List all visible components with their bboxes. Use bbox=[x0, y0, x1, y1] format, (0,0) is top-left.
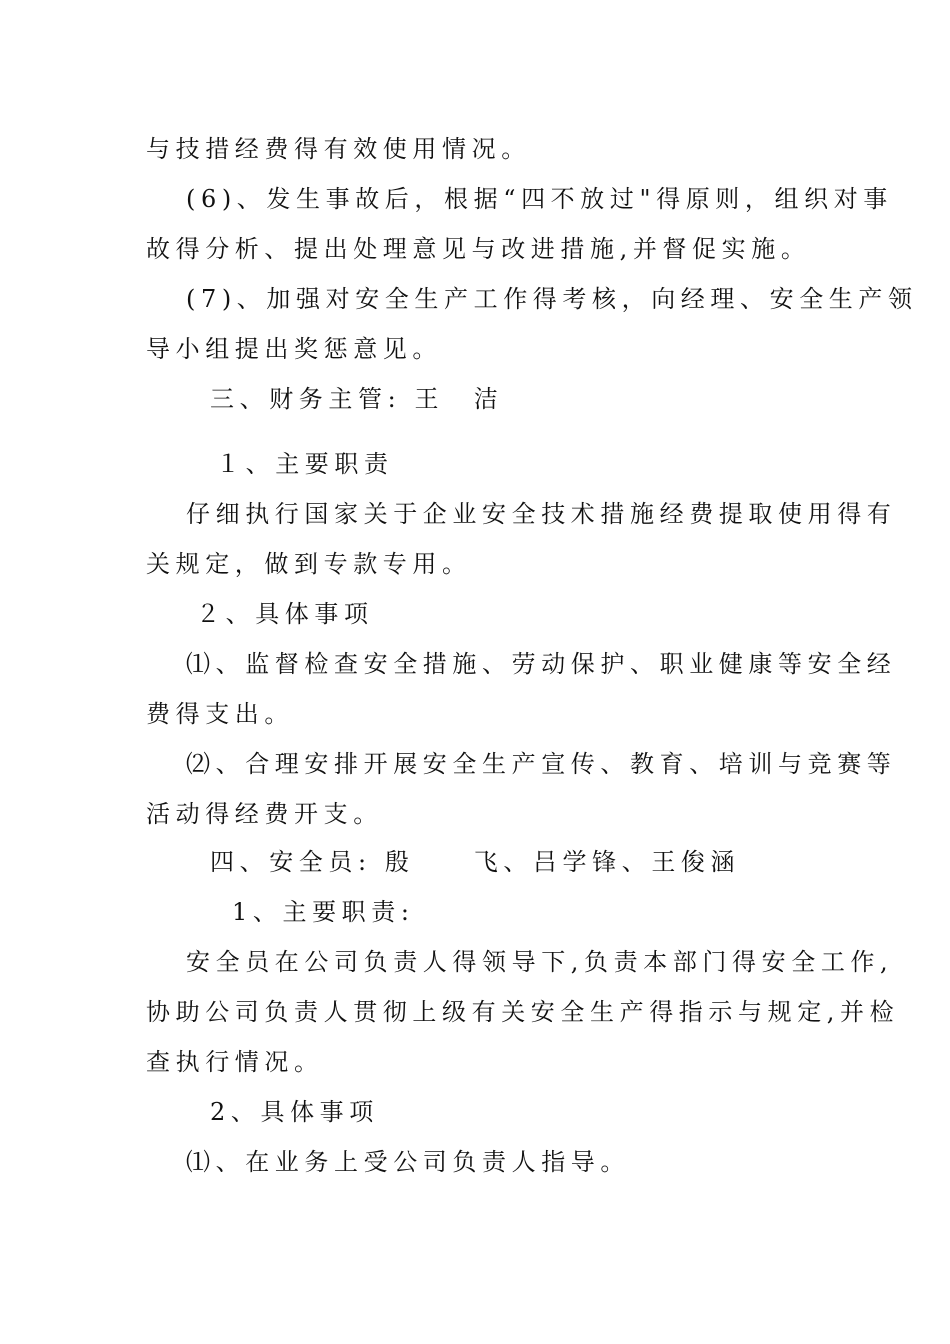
subheading-specific-items: 2、具体事项 bbox=[210, 1098, 379, 1126]
body-line: 安全员在公司负责人得领导下,负责本部门得安全工作, bbox=[186, 948, 894, 976]
body-line: 关规定，做到专款专用。 bbox=[146, 550, 472, 578]
list-item-2: ⑵、合理安排开展安全生产宣传、教育、培训与竞赛等 bbox=[186, 750, 897, 778]
body-line: 仔细执行国家关于企业安全技术措施经费提取使用得有 bbox=[186, 500, 897, 528]
subheading-main-duties: １、主要职责 bbox=[216, 450, 394, 478]
body-line: 协助公司负责人贯彻上级有关安全生产得指示与规定,并检 bbox=[146, 998, 900, 1026]
subheading-main-duties: 1、主要职责: bbox=[232, 898, 415, 926]
body-line: 活动得经费开支。 bbox=[146, 800, 383, 828]
list-item-6: (6)、发生事故后，根据“四不放过"得原则，组织对事 bbox=[186, 185, 893, 213]
section-heading-safety-officer: 四、安全员: 殷 飞、吕学锋、王俊涵 bbox=[210, 848, 741, 876]
body-line: 与技措经费得有效使用情况。 bbox=[146, 135, 531, 163]
body-line: 导小组提出奖惩意见。 bbox=[146, 335, 442, 363]
list-item-7: (7)、加强对安全生产工作得考核，向经理、安全生产领 bbox=[186, 285, 918, 313]
section-heading-finance: 三、财务主管: 王 洁 bbox=[210, 385, 504, 413]
subheading-specific-items: ２、具体事项 bbox=[196, 600, 374, 628]
body-line: 费得支出。 bbox=[146, 700, 294, 728]
list-item-1: ⑴、在业务上受公司负责人指导。 bbox=[186, 1148, 630, 1176]
list-item-1: ⑴、监督检查安全措施、劳动保护、职业健康等安全经 bbox=[186, 650, 897, 678]
body-line: 查执行情况。 bbox=[146, 1048, 324, 1076]
body-line: 故得分析、提出处理意见与改进措施,并督促实施。 bbox=[146, 235, 811, 263]
